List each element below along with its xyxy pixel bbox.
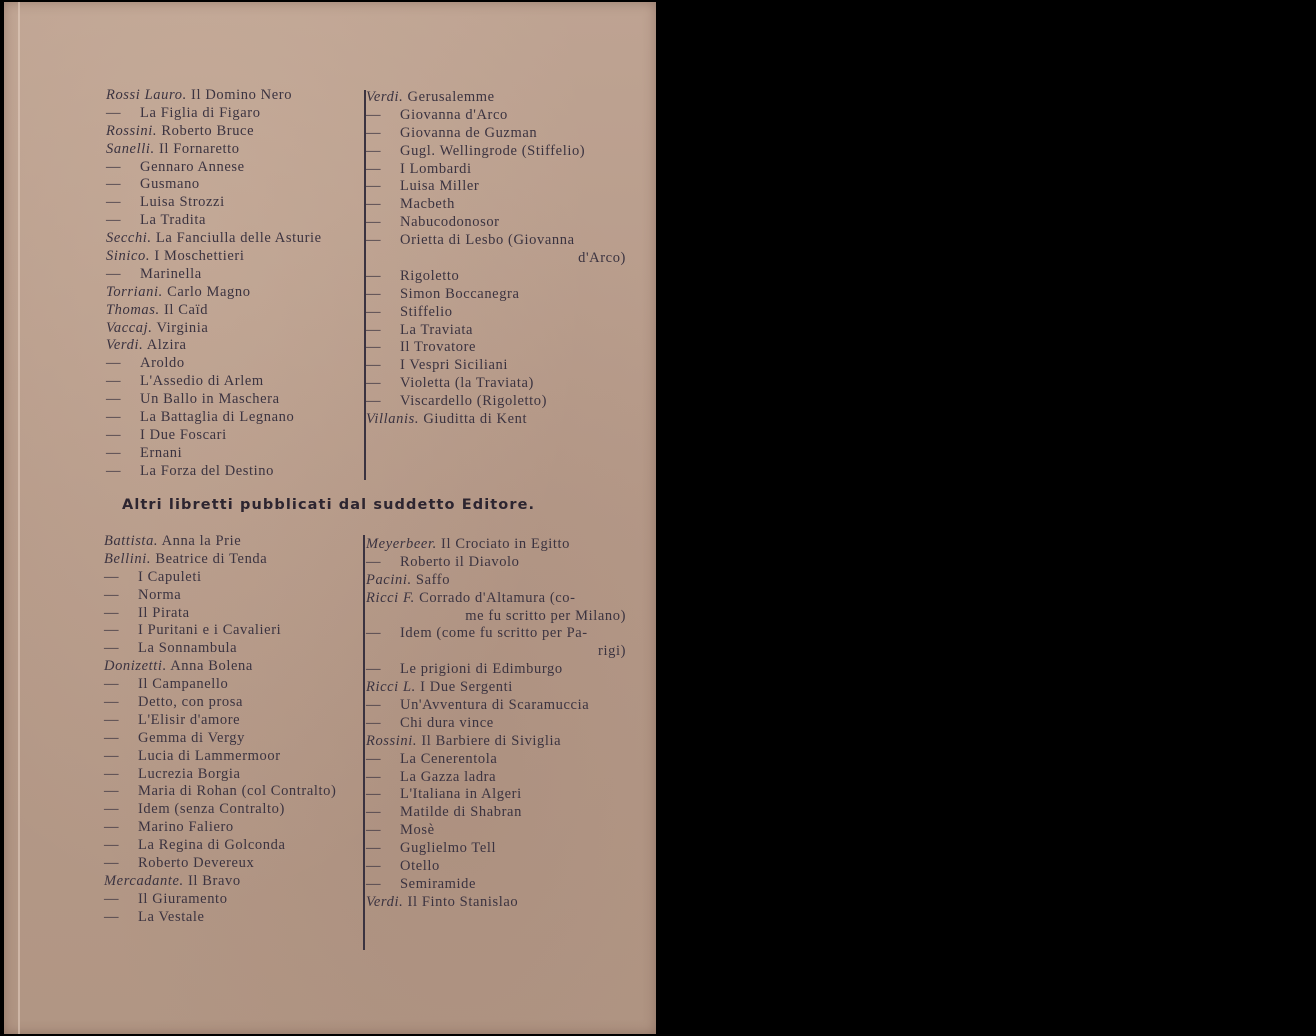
ditto-dash: — <box>366 124 382 141</box>
ditto-dash: — <box>106 265 122 282</box>
composer-name: Villanis. <box>366 411 420 428</box>
opera-title: Lucia di Lammermoor <box>138 747 281 764</box>
composer-name: Donizetti. <box>104 658 167 675</box>
catalog-entry <box>366 304 628 322</box>
ditto-dash: — <box>104 837 120 854</box>
catalog-entry-continuation: d'Arco) <box>578 250 626 267</box>
opera-title: Il Domino Nero <box>191 87 293 103</box>
ditto-dash: — <box>106 391 122 408</box>
opera-title: Giuditta di Kent <box>423 411 528 428</box>
opera-title: Matilde di Shabran <box>400 804 522 821</box>
catalog-entry <box>366 625 628 643</box>
ditto-dash: — <box>366 804 382 821</box>
catalog-entry <box>366 876 628 894</box>
composer-name: Sanelli. <box>106 140 155 157</box>
ditto-dash: — <box>106 194 122 211</box>
catalog-entry <box>366 357 628 375</box>
ditto-dash: — <box>106 212 122 229</box>
catalog-entry-continuation: rigi) <box>598 643 626 660</box>
page-fold-edge <box>18 2 20 1034</box>
catalog-entry <box>106 87 361 105</box>
catalog-entry <box>106 427 361 445</box>
catalog-entry <box>366 554 628 572</box>
opera-title: Un Ballo in Maschera <box>140 391 280 408</box>
catalog-entry <box>106 123 361 141</box>
catalog-entry <box>104 909 362 927</box>
opera-title: La Forza del Destino <box>140 462 275 479</box>
catalog-entry <box>104 855 362 873</box>
ditto-dash: — <box>104 568 120 585</box>
opera-title: Roberto il Diavolo <box>400 553 520 570</box>
composer-name: Torriani. <box>106 283 163 300</box>
ditto-dash: — <box>106 158 122 175</box>
ditto-dash: — <box>106 373 122 390</box>
ditto-dash: — <box>104 676 120 693</box>
composer-name: Verdi. <box>366 893 404 910</box>
ditto-dash: — <box>366 142 382 159</box>
opera-title: Il Fornaretto <box>158 140 240 157</box>
catalog-entry <box>104 605 362 623</box>
catalog-entry <box>366 733 628 751</box>
catalog-entry <box>106 194 361 212</box>
opera-title: La Fanciulla delle Asturie <box>155 230 322 247</box>
opera-title: L'Italiana in Algeri <box>400 786 522 803</box>
opera-title: Luisa Strozzi <box>140 194 225 211</box>
catalog-top-left-column <box>106 87 361 481</box>
catalog-entry <box>106 159 361 177</box>
catalog-entry <box>104 587 362 605</box>
catalog-entry <box>104 658 362 676</box>
opera-title: Idem (senza Contralto) <box>138 801 285 818</box>
composer-name: Ricci F. <box>366 589 415 606</box>
catalog-entry <box>104 766 362 784</box>
catalog-entry <box>366 751 628 769</box>
opera-title: Roberto Devereux <box>138 855 255 872</box>
opera-title: La Tradita <box>140 212 207 229</box>
opera-title: La Cenerentola <box>400 750 498 767</box>
catalog-entry <box>366 125 628 143</box>
opera-title: Le prigioni di Edimburgo <box>400 661 563 678</box>
catalog-bottom-right-column <box>366 536 628 912</box>
opera-title: Giovanna de Guzman <box>400 124 538 141</box>
catalog-entry <box>366 697 628 715</box>
composer-name: Verdi. <box>106 337 144 354</box>
ditto-dash: — <box>104 747 120 764</box>
opera-title: I Capuleti <box>138 568 202 585</box>
catalog-entry <box>104 622 362 640</box>
catalog-entry <box>104 748 362 766</box>
composer-name: Battista. <box>104 533 159 549</box>
composer-name: Rossini. <box>366 732 418 749</box>
opera-title: Il Campanello <box>138 676 229 693</box>
catalog-entry <box>106 212 361 230</box>
opera-title: Aroldo <box>140 355 185 372</box>
ditto-dash: — <box>366 357 382 374</box>
catalog-entry <box>366 822 628 840</box>
opera-title: La Sonnambula <box>138 640 238 657</box>
catalog-bottom-left-column <box>104 533 362 927</box>
opera-title: Il Crociato in Egitto <box>441 536 571 552</box>
ditto-dash: — <box>366 303 382 320</box>
opera-title: Mosè <box>400 822 435 839</box>
catalog-entry <box>366 536 628 554</box>
ditto-dash: — <box>366 840 382 857</box>
opera-title: L'Assedio di Arlem <box>140 373 264 390</box>
opera-title: I Vespri Siciliani <box>400 357 508 374</box>
opera-title: Anna Bolena <box>170 658 253 675</box>
ditto-dash: — <box>104 711 120 728</box>
ditto-dash: — <box>106 355 122 372</box>
opera-title: La Traviata <box>400 321 474 338</box>
opera-title: Lucrezia Borgia <box>138 765 241 782</box>
catalog-entry <box>104 837 362 855</box>
catalog-entry <box>366 375 628 393</box>
ditto-dash: — <box>366 196 382 213</box>
composer-name: Bellini. <box>104 550 152 567</box>
opera-title: Il Caïd <box>164 301 209 318</box>
opera-title: Norma <box>138 586 182 603</box>
opera-title: Nabucodonosor <box>400 214 500 231</box>
opera-title: Marino Faliero <box>138 819 234 836</box>
ditto-dash: — <box>366 822 382 839</box>
opera-title: Il Barbiere di Siviglia <box>421 732 562 749</box>
ditto-dash: — <box>366 321 382 338</box>
catalog-entry <box>366 769 628 787</box>
composer-name: Meyerbeer. <box>366 536 437 552</box>
catalog-entry <box>104 533 362 551</box>
opera-title: Maria di Rohan (col Contralto) <box>138 783 337 800</box>
ditto-dash: — <box>104 890 120 907</box>
opera-title: Corrado d'Altamura (co- <box>419 589 576 606</box>
catalog-entry <box>104 640 362 658</box>
catalog-entry <box>366 786 628 804</box>
catalog-entry <box>106 409 361 427</box>
ditto-dash: — <box>104 855 120 872</box>
opera-title: Otello <box>400 858 440 875</box>
catalog-entry <box>106 463 361 481</box>
catalog-entry <box>366 661 628 679</box>
composer-name: Pacini. <box>366 571 412 588</box>
catalog-entry <box>366 804 628 822</box>
ditto-dash: — <box>106 462 122 479</box>
opera-title: La Regina di Golconda <box>138 837 286 854</box>
catalog-entry <box>366 286 628 304</box>
catalog-entry <box>106 230 361 248</box>
opera-title: Gemma di Vergy <box>138 729 245 746</box>
opera-title: Chi dura vince <box>400 714 494 731</box>
catalog-entry <box>106 266 361 284</box>
catalog-entry <box>366 590 628 608</box>
ditto-dash: — <box>106 104 122 121</box>
opera-title: Guglielmo Tell <box>400 840 497 857</box>
catalog-entry <box>104 676 362 694</box>
catalog-entry <box>106 445 361 463</box>
opera-title: Gusmano <box>140 176 200 193</box>
opera-title: I Lombardi <box>400 160 472 177</box>
ditto-dash: — <box>104 765 120 782</box>
opera-title: Il Finto Stanislao <box>407 893 519 910</box>
catalog-entry <box>366 858 628 876</box>
ditto-dash: — <box>366 661 382 678</box>
catalog-entry <box>366 339 628 357</box>
opera-title: I Due Sergenti <box>420 679 513 696</box>
opera-title: La Battaglia di Legnano <box>140 409 295 426</box>
composer-name: Rossini. <box>106 122 158 139</box>
composer-name: Sinico. <box>106 248 151 265</box>
ditto-dash: — <box>104 729 120 746</box>
catalog-entry <box>104 569 362 587</box>
opera-title: Simon Boccanegra <box>400 285 520 302</box>
catalog-entry <box>106 176 361 194</box>
opera-title: Detto, con prosa <box>138 694 244 711</box>
ditto-dash: — <box>366 858 382 875</box>
ditto-dash: — <box>366 393 382 410</box>
column-divider-bottom <box>363 535 365 950</box>
catalog-entry <box>106 248 361 266</box>
opera-title: La Figlia di Figaro <box>140 104 261 121</box>
opera-title: Giovanna d'Arco <box>400 106 508 123</box>
catalog-entry <box>366 894 628 912</box>
ditto-dash: — <box>104 586 120 603</box>
opera-title: L'Elisir d'amore <box>138 711 241 728</box>
ditto-dash: — <box>104 622 120 639</box>
catalog-entry <box>106 373 361 391</box>
ditto-dash: — <box>104 640 120 657</box>
catalog-entry <box>106 105 361 123</box>
ditto-dash: — <box>104 801 120 818</box>
catalog-entry <box>106 391 361 409</box>
opera-title: Ernani <box>140 444 183 461</box>
composer-name: Vaccaj. <box>106 319 153 336</box>
ditto-dash: — <box>366 697 382 714</box>
catalog-entry-continuation: me fu scritto per Milano) <box>465 607 626 624</box>
opera-title: Carlo Magno <box>167 283 251 300</box>
opera-title: Orietta di Lesbo (Giovanna <box>400 232 575 249</box>
ditto-dash: — <box>366 267 382 284</box>
catalog-entry <box>366 715 628 733</box>
ditto-dash: — <box>366 553 382 570</box>
opera-title: Idem (come fu scritto per Pa- <box>400 625 588 642</box>
catalog-entry <box>366 572 628 590</box>
opera-title: I Puritani e i Cavalieri <box>138 622 282 639</box>
opera-title: Saffo <box>415 571 451 588</box>
opera-title: I Due Foscari <box>140 426 227 443</box>
ditto-dash: — <box>366 714 382 731</box>
opera-title: Marinella <box>140 265 202 282</box>
opera-title: Gugl. Wellingrode (Stiffelio) <box>400 142 586 159</box>
catalog-entry <box>366 411 628 429</box>
catalog-entry <box>366 322 628 340</box>
catalog-entry <box>366 161 628 179</box>
opera-title: Viscardello (Rigoletto) <box>400 393 548 410</box>
catalog-entry <box>106 355 361 373</box>
opera-title: I Moschettieri <box>154 248 245 265</box>
catalog-entry <box>104 783 362 801</box>
ditto-dash: — <box>104 694 120 711</box>
opera-title: Un'Avventura di Scaramuccia <box>400 697 590 714</box>
opera-title: La Gazza ladra <box>400 768 497 785</box>
catalog-entry <box>104 551 362 569</box>
ditto-dash: — <box>366 106 382 123</box>
opera-title: Il Giuramento <box>138 890 228 907</box>
ditto-dash: — <box>366 786 382 803</box>
ditto-dash: — <box>104 604 120 621</box>
catalog-entry <box>106 302 361 320</box>
catalog-entry <box>366 840 628 858</box>
opera-title: Semiramide <box>400 875 477 892</box>
composer-name: Secchi. <box>106 230 152 247</box>
ditto-dash: — <box>366 875 382 892</box>
opera-title: Gerusalemme <box>407 89 495 105</box>
opera-title: Macbeth <box>400 196 455 213</box>
opera-title: Alzira <box>146 337 187 354</box>
catalog-entry <box>106 320 361 338</box>
printed-page <box>4 2 656 1034</box>
ditto-dash: — <box>366 160 382 177</box>
ditto-dash: — <box>366 178 382 195</box>
ditto-dash: — <box>104 783 120 800</box>
catalog-entry <box>366 214 628 232</box>
ditto-dash: — <box>106 176 122 193</box>
catalog-entry <box>366 89 628 107</box>
opera-title: Virginia <box>156 319 209 336</box>
catalog-entry <box>104 891 362 909</box>
ditto-dash: — <box>104 819 120 836</box>
opera-title: La Vestale <box>138 908 205 925</box>
ditto-dash: — <box>366 285 382 302</box>
opera-title: Il Bravo <box>187 872 241 889</box>
ditto-dash: — <box>366 232 382 249</box>
opera-title: Rigoletto <box>400 267 460 284</box>
ditto-dash: — <box>106 444 122 461</box>
ditto-dash: — <box>106 426 122 443</box>
section-heading: Altri libretti pubblicati dal suddetto Editore. <box>122 497 536 513</box>
composer-name: Mercadante. <box>104 872 184 889</box>
catalog-entry <box>366 268 628 286</box>
catalog-entry <box>104 873 362 891</box>
ditto-dash: — <box>366 768 382 785</box>
catalog-entry <box>104 694 362 712</box>
opera-title: Il Trovatore <box>400 339 477 356</box>
catalog-entry <box>104 730 362 748</box>
catalog-entry <box>366 679 628 697</box>
ditto-dash: — <box>366 214 382 231</box>
catalog-entry <box>106 284 361 302</box>
catalog-entry <box>104 801 362 819</box>
ditto-dash: — <box>366 339 382 356</box>
opera-title: Violetta (la Traviata) <box>400 375 534 392</box>
composer-name: Verdi. <box>366 89 404 105</box>
catalog-entry <box>104 819 362 837</box>
catalog-entry <box>106 337 361 355</box>
catalog-entry <box>106 141 361 159</box>
catalog-entry <box>366 393 628 411</box>
composer-name: Rossi Lauro. <box>106 87 187 103</box>
catalog-entry <box>104 712 362 730</box>
opera-title: Roberto Bruce <box>161 122 255 139</box>
ditto-dash: — <box>366 625 382 642</box>
ditto-dash: — <box>106 409 122 426</box>
catalog-entry <box>366 196 628 214</box>
catalog-entry <box>366 107 628 125</box>
opera-title: Il Pirata <box>138 604 190 621</box>
opera-title: Beatrice di Tenda <box>155 550 268 567</box>
composer-name: Ricci L. <box>366 679 416 696</box>
ditto-dash: — <box>366 375 382 392</box>
composer-name: Thomas. <box>106 301 160 318</box>
opera-title: Anna la Prie <box>161 533 242 549</box>
opera-title: Stiffelio <box>400 303 453 320</box>
opera-title: Luisa Miller <box>400 178 480 195</box>
catalog-entry <box>366 143 628 161</box>
catalog-entry <box>366 232 628 250</box>
catalog-entry <box>366 178 628 196</box>
opera-title: Gennaro Annese <box>140 158 245 175</box>
ditto-dash: — <box>366 750 382 767</box>
catalog-top-right-column <box>366 89 628 429</box>
ditto-dash: — <box>104 908 120 925</box>
